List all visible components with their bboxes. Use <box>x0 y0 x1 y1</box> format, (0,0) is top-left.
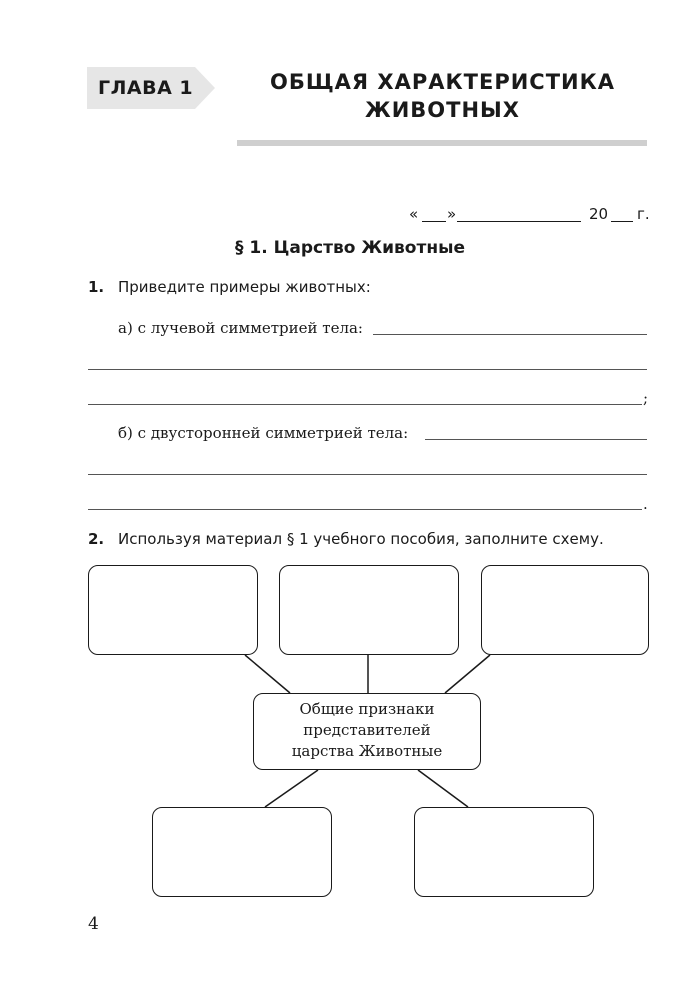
task1-number: 1. <box>88 278 105 296</box>
scheme-box-top-center[interactable] <box>279 565 459 655</box>
scheme-box-bottom-right[interactable] <box>414 807 594 897</box>
task2-text: Используя материал § 1 учебного пособия, заполните схему. <box>118 530 604 548</box>
connector-bottom-left <box>265 770 318 807</box>
connector-top-right <box>445 655 490 693</box>
connector-top-left <box>245 655 290 693</box>
chapter-title-line2: ЖИВОТНЫХ <box>365 98 520 122</box>
scheme-box-top-right[interactable] <box>481 565 649 655</box>
part-b-period: . <box>643 495 648 513</box>
chapter-label: ГЛАВА 1 <box>98 77 194 99</box>
task1-part-a-label: а) с лучевой симметрией тела: <box>118 319 363 337</box>
scheme-center-box <box>253 693 481 770</box>
part-a-semicolon: ; <box>643 389 649 407</box>
task2-number: 2. <box>88 530 105 548</box>
task1-text: Приведите примеры животных: <box>118 278 371 296</box>
connector-bottom-right <box>418 770 468 807</box>
page-number: 4 <box>88 914 99 934</box>
section-title: § 1. Царство Животные <box>235 238 465 258</box>
date-close-quote: » <box>447 205 457 223</box>
scheme-box-bottom-left[interactable] <box>152 807 332 897</box>
center-box-line1: Общие признаки <box>299 700 435 718</box>
center-box-line3: царства Животные <box>291 742 443 760</box>
scheme-box-top-left[interactable] <box>88 565 258 655</box>
task1-part-b-label: б) с двусторонней симметрией тела: <box>118 424 409 442</box>
center-box-line2: представителей <box>303 721 431 739</box>
date-year-prefix: 20 <box>589 205 609 223</box>
date-year-suffix: г. <box>637 205 650 223</box>
chapter-title-line1: ОБЩАЯ ХАРАКТЕРИСТИКА <box>269 70 616 94</box>
date-open-quote: « <box>409 205 419 223</box>
